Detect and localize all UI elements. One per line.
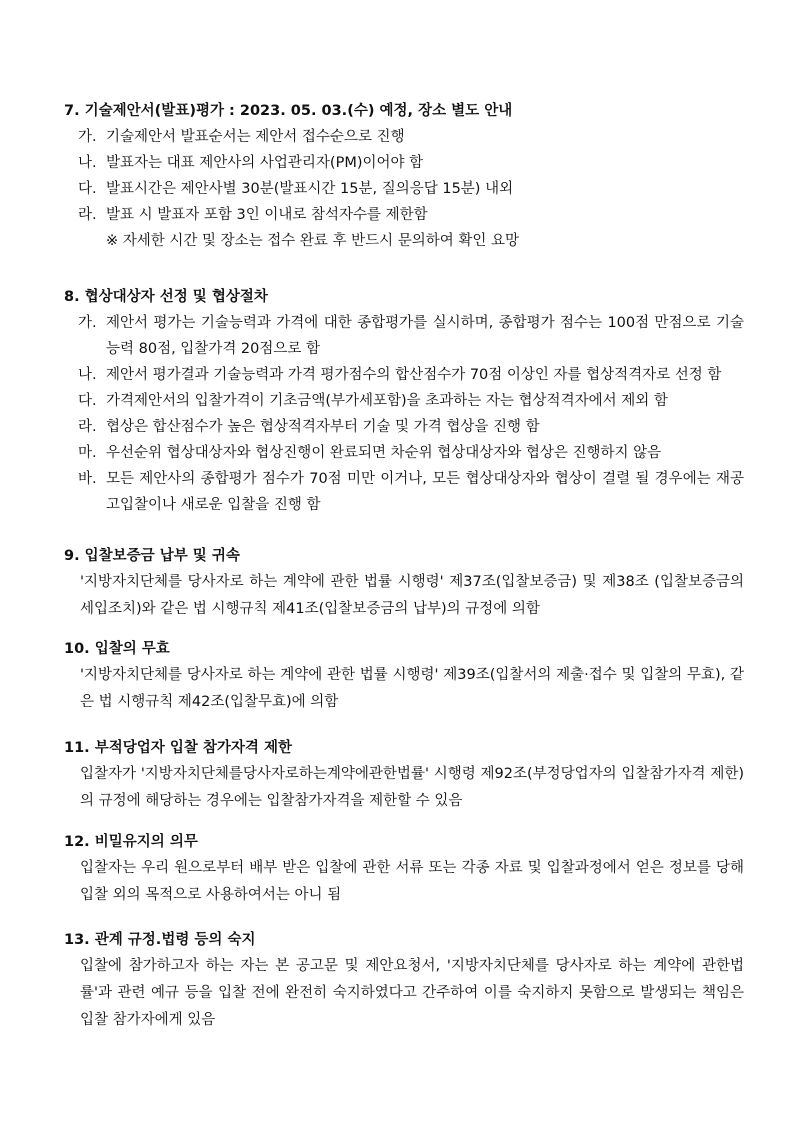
item-text: 발표 시 발표자 포함 3인 이내로 참석자수를 제한함 <box>106 207 428 223</box>
section-13-heading: 13. 관계 규정.법령 등의 숙지 <box>64 932 256 948</box>
section-11 <box>64 735 744 815</box>
section-7-item <box>64 150 744 176</box>
item-marker: 가. <box>78 129 97 145</box>
section-12-heading: 12. 비밀유지의 의무 <box>64 834 198 850</box>
item-marker: 라. <box>78 419 97 435</box>
item-text: 우선순위 협상대상자와 협상진행이 완료되면 차순위 협상대상자와 협상은 진행하지 않음 <box>106 445 662 461</box>
item-text: 제안서 평가결과 기술능력과 가격 평가점수의 합산점수가 70점 이상인 자를 협상적격자로 선정 함 <box>106 367 722 383</box>
section-12 <box>64 829 744 909</box>
section-9-text: '지방자치단체를 당사자로 하는 계약에 관한 법률 시행령' 제37조(입찰보증금) 및 제38조 (입찰보증금의 세입조치)와 같은 법 시행규칙 제41조(입찰보증금의 납부)의 규정에 의함 <box>80 574 744 617</box>
item-text: 모든 제안사의 종합평가 점수가 70점 미만 이거나, 모든 협상대상자와 협상이 결렬 될 경우에는 재공고입찰이나 새로운 입찰을 진행 함 <box>106 471 744 513</box>
section-8-item <box>64 310 744 362</box>
item-marker: 가. <box>78 315 97 331</box>
item-text: 협상은 합산점수가 높은 협상적격자부터 기술 및 가격 협상을 진행 함 <box>106 419 540 435</box>
item-marker: 라. <box>78 207 97 223</box>
section-10-text: '지방자치단체를 당사자로 하는 계약에 관한 법률 시행령' 제39조(입찰서의 제출·접수 및 입찰의 무효), 같은 법 시행규칙 제42조(입찰무효)에 의함 <box>80 667 744 710</box>
section-8-item <box>64 466 744 518</box>
item-text: 발표자는 대표 제안사의 사업관리자(PM)이어야 함 <box>106 155 424 171</box>
section-8 <box>64 284 744 518</box>
section-7-item <box>64 202 744 228</box>
section-10 <box>64 636 744 716</box>
section-7-heading: 7. 기술제안서(발표)평가 : 2023. 05. 03.(수) 예정, 장소 별도 안내 <box>64 103 513 119</box>
section-8-item <box>64 388 744 414</box>
section-11-text: 입찰자가 '지방자치단체를당사자로하는계약에관한법률' 시행령 제92조(부정당업자의 입찰참가자격 제한)의 규정에 해당하는 경우에는 입찰참가자격을 제한할 수 있음 <box>80 766 744 809</box>
section-8-heading: 8. 협상대상자 선정 및 협상절차 <box>64 289 268 305</box>
item-marker: 다. <box>78 181 97 197</box>
item-text: 제안서 평가는 기술능력과 가격에 대한 종합평가를 실시하며, 종합평가 점수는 100점 만점으로 기술능력 80점, 입찰가격 20점으로 함 <box>106 315 744 357</box>
item-marker: 나. <box>78 367 97 383</box>
section-10-heading: 10. 입찰의 무효 <box>64 641 170 657</box>
section-7-note: ※ 자세한 시간 및 장소는 접수 완료 후 반드시 문의하여 확인 요망 <box>106 233 520 249</box>
section-8-item <box>64 414 744 440</box>
section-8-item <box>64 440 744 466</box>
section-8-item <box>64 362 744 388</box>
item-text: 발표시간은 제안사별 30분(발표시간 15분, 질의응답 15분) 내외 <box>106 181 514 197</box>
item-marker: 나. <box>78 155 97 171</box>
section-9 <box>64 543 744 623</box>
item-marker: 바. <box>78 471 97 487</box>
section-12-text: 입찰자는 우리 원으로부터 배부 받은 입찰에 관한 서류 또는 각종 자료 및 입찰과정에서 얻은 정보를 당해 입찰 외의 목적으로 사용하여서는 아니 됨 <box>80 860 744 903</box>
section-13 <box>64 927 744 1034</box>
item-text: 가격제안서의 입찰가격이 기초금액(부가세포함)을 초과하는 자는 협상적격자에서 제외 함 <box>106 393 668 409</box>
section-7-item <box>64 124 744 150</box>
section-9-heading: 9. 입찰보증금 납부 및 귀속 <box>64 548 240 564</box>
item-text: 기술제안서 발표순서는 제안서 접수순으로 진행 <box>106 129 405 145</box>
section-13-text: 입찰에 참가하고자 하는 자는 본 공고문 및 제안요청서, '지방자치단체를 당사자로 하는 계약에 관한법률'과 관련 예규 등을 입찰 전에 완전히 숙지하였다고 간주하여 이를 숙지하지 못함으로 발생되는 책임은 입찰 참가자에게 있음 <box>80 958 744 1028</box>
section-11-heading: 11. 부적당업자 입찰 참가자격 제한 <box>64 740 292 756</box>
item-marker: 다. <box>78 393 97 409</box>
item-marker: 마. <box>78 445 97 461</box>
section-7 <box>64 98 744 254</box>
section-7-item <box>64 176 744 202</box>
